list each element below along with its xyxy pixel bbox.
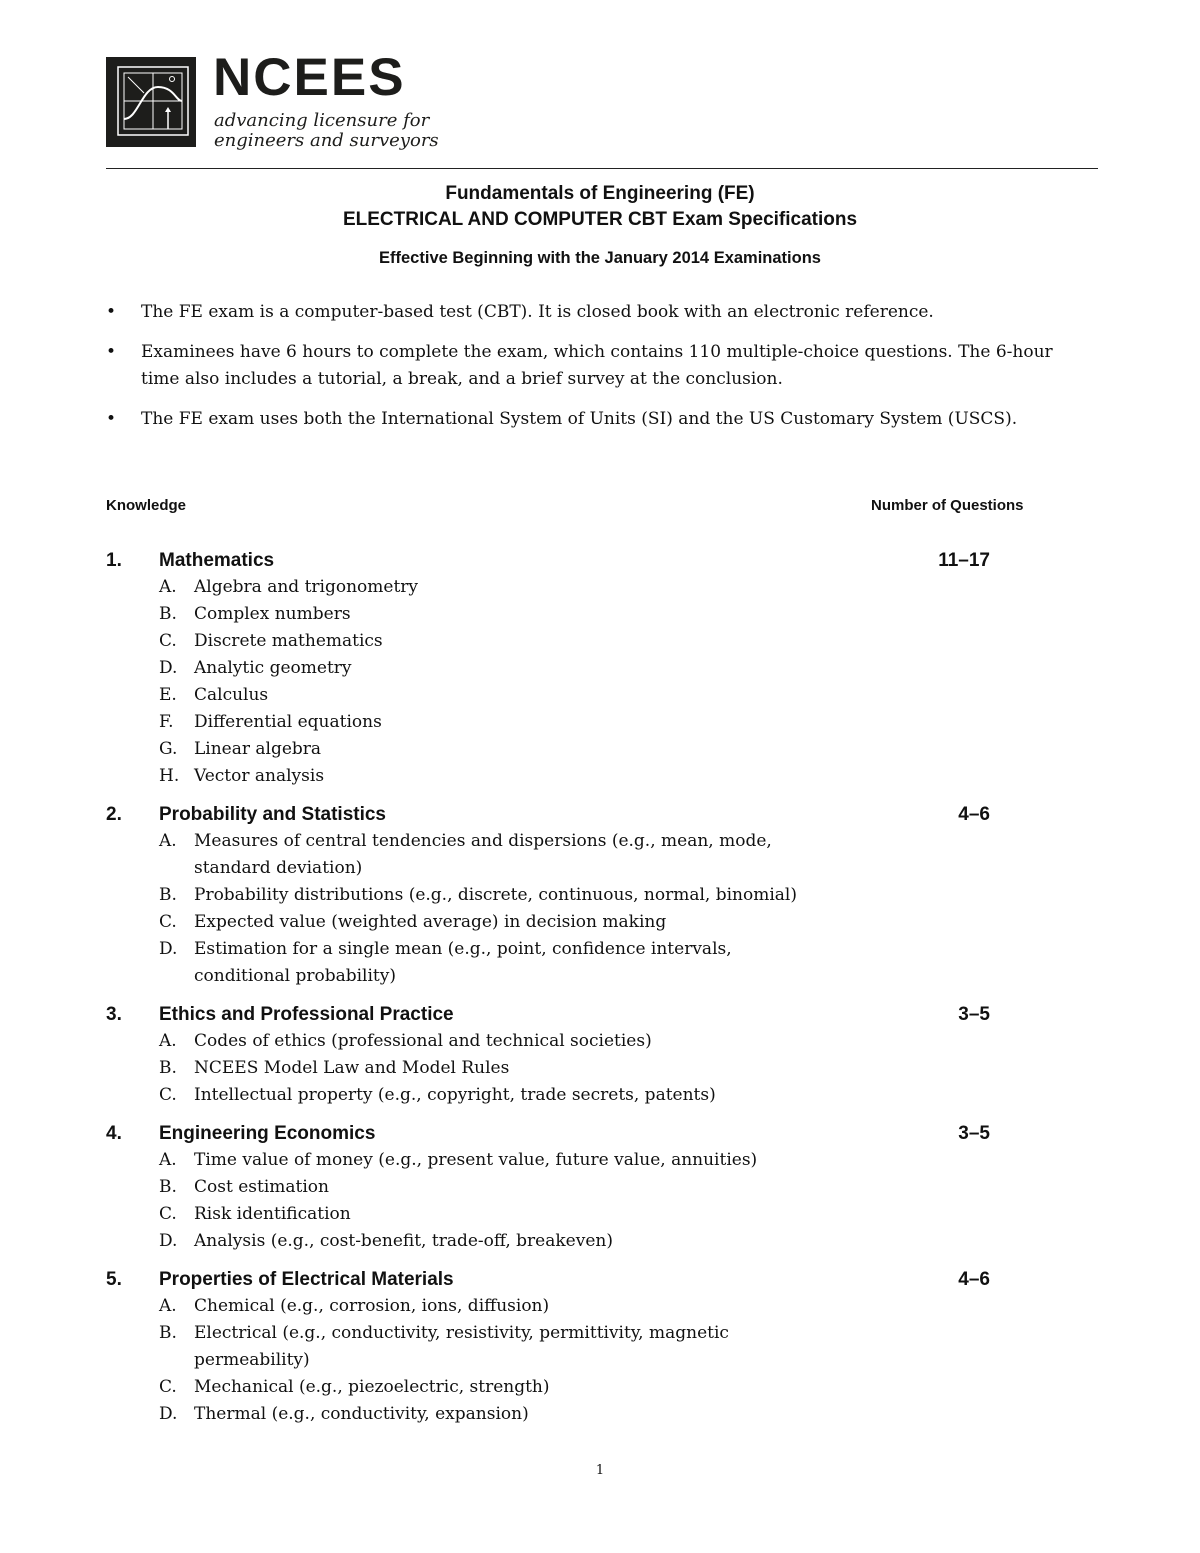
column-header-knowledge: Knowledge	[106, 497, 187, 514]
topic-item	[106, 1028, 1006, 1055]
topic-item	[106, 1201, 1006, 1228]
topic-item	[106, 655, 1006, 682]
knowledge-sections	[106, 547, 1006, 1439]
exam-info-item	[106, 339, 1066, 393]
topic-item	[106, 1147, 1006, 1174]
topic-text: Electrical (e.g., conductivity, resistivity, permittivity, magnetic permeability)	[194, 1323, 729, 1370]
topic-letter: C.	[159, 912, 177, 932]
knowledge-section	[106, 1266, 1006, 1428]
ncees-emblem-icon	[106, 57, 196, 147]
topic-letter: B.	[159, 604, 177, 624]
topic-text: Vector analysis	[194, 766, 325, 786]
logo-tagline-line-1: advancing licensure for	[214, 110, 430, 131]
topic-item	[106, 1320, 834, 1374]
topic-text: Measures of central tendencies and dispersions (e.g., mean, mode, standard deviation)	[194, 831, 772, 878]
section-question-count: 3–5	[958, 1123, 990, 1144]
section-title: Engineering Economics	[159, 1123, 376, 1144]
topic-letter: B.	[159, 1323, 177, 1343]
topic-text: Time value of money (e.g., present value, future value, annuities)	[194, 1150, 758, 1170]
topic-text: Mechanical (e.g., piezoelectric, strength)	[194, 1377, 550, 1397]
exam-info-item	[106, 299, 1066, 326]
topic-letter: A.	[159, 1150, 177, 1170]
topic-item	[106, 1174, 1006, 1201]
exam-info-item	[106, 406, 1066, 433]
topic-text: Expected value (weighted average) in decision making	[194, 912, 667, 932]
topic-text: Estimation for a single mean (e.g., point, confidence intervals, conditional probability)	[194, 939, 732, 986]
topic-item	[106, 882, 1006, 909]
topic-letter: H.	[159, 766, 180, 786]
bullet-icon: •	[106, 342, 117, 362]
knowledge-section	[106, 547, 1006, 790]
topic-letter: D.	[159, 1231, 178, 1251]
topic-text: Analytic geometry	[194, 658, 352, 678]
topic-item	[106, 1374, 1006, 1401]
topic-text: Intellectual property (e.g., copyright, trade secrets, patents)	[194, 1085, 716, 1105]
logo-tagline	[214, 111, 439, 151]
page-number: 1	[595, 1463, 605, 1478]
section-number: 5.	[106, 1269, 122, 1290]
knowledge-section	[106, 1001, 1006, 1109]
section-number: 1.	[106, 550, 122, 571]
header-divider	[106, 168, 1098, 169]
bullet-icon: •	[106, 409, 117, 429]
topic-letter: A.	[159, 831, 177, 851]
topic-letter: B.	[159, 1177, 177, 1197]
topic-text: Calculus	[194, 685, 269, 705]
logo-tagline-line-2: engineers and surveyors	[214, 130, 439, 151]
topic-item	[106, 601, 1006, 628]
topic-item	[106, 628, 1006, 655]
topic-letter: F.	[159, 712, 174, 732]
knowledge-section	[106, 1120, 1006, 1255]
section-number: 3.	[106, 1004, 122, 1025]
topic-text: Cost estimation	[194, 1177, 329, 1197]
section-title: Ethics and Professional Practice	[159, 1004, 454, 1025]
exam-info-text: The FE exam uses both the International System of Units (SI) and the US Customary System (USCS).	[141, 409, 1018, 429]
section-heading	[106, 547, 1006, 574]
exam-info-list	[106, 299, 1066, 446]
ncees-logo	[106, 48, 439, 151]
topic-letter: B.	[159, 885, 177, 905]
exam-info-text: The FE exam is a computer-based test (CBT). It is closed book with an electronic reference.	[141, 302, 934, 322]
topic-letter: C.	[159, 1204, 177, 1224]
topic-letter: D.	[159, 939, 178, 959]
section-number: 2.	[106, 804, 122, 825]
topic-text: NCEES Model Law and Model Rules	[194, 1058, 510, 1078]
topic-text: Linear algebra	[194, 739, 322, 759]
section-title: Mathematics	[159, 550, 275, 571]
section-question-count: 4–6	[958, 1269, 990, 1290]
topic-text: Discrete mathematics	[194, 631, 383, 651]
logo-wordmark: NCEES	[213, 48, 406, 107]
topic-letter: C.	[159, 1377, 177, 1397]
topic-item	[106, 709, 1006, 736]
topic-item	[106, 1082, 1006, 1109]
topic-text: Chemical (e.g., corrosion, ions, diffusion)	[194, 1296, 550, 1316]
topic-item	[106, 1401, 1006, 1428]
section-heading	[106, 801, 1006, 828]
topic-item	[106, 574, 1006, 601]
document-subtitle: ELECTRICAL AND COMPUTER CBT Exam Specifications	[342, 209, 858, 230]
exam-info-text: Examinees have 6 hours to complete the exam, which contains 110 multiple-choice questions. The 6-hour time also includes a tutorial, a break, and a brief survey at the conclusion.	[141, 342, 1053, 389]
topic-letter: A.	[159, 1296, 177, 1316]
section-question-count: 3–5	[958, 1004, 990, 1025]
topic-item	[106, 1055, 1006, 1082]
topic-letter: D.	[159, 1404, 178, 1424]
topic-letter: G.	[159, 739, 178, 759]
section-heading	[106, 1001, 1006, 1028]
topic-item	[106, 936, 822, 990]
topic-item	[106, 909, 1006, 936]
topic-item	[106, 763, 1006, 790]
section-question-count: 11–17	[938, 550, 990, 571]
topic-item	[106, 1293, 1006, 1320]
topic-item	[106, 828, 842, 882]
topic-letter: A.	[159, 1031, 177, 1051]
topic-text: Analysis (e.g., cost-benefit, trade-off, breakeven)	[194, 1231, 613, 1251]
topic-letter: A.	[159, 577, 177, 597]
topic-text: Complex numbers	[194, 604, 351, 624]
effective-date: Effective Beginning with the January 2014 Examinations	[379, 249, 821, 267]
column-header-questions: Number of Questions	[871, 497, 1024, 514]
topic-letter: D.	[159, 658, 178, 678]
bullet-icon: •	[106, 302, 117, 322]
section-heading	[106, 1266, 1006, 1293]
section-heading	[106, 1120, 1006, 1147]
topic-text: Probability distributions (e.g., discrete, continuous, normal, binomial)	[194, 885, 798, 905]
topic-letter: C.	[159, 631, 177, 651]
document-title: Fundamentals of Engineering (FE)	[445, 183, 755, 204]
topic-text: Thermal (e.g., conductivity, expansion)	[194, 1404, 529, 1424]
section-title: Properties of Electrical Materials	[159, 1269, 454, 1290]
knowledge-section	[106, 801, 1006, 990]
topic-letter: B.	[159, 1058, 177, 1078]
section-number: 4.	[106, 1123, 122, 1144]
topic-letter: E.	[159, 685, 177, 705]
topic-text: Algebra and trigonometry	[194, 577, 419, 597]
topic-item	[106, 736, 1006, 763]
section-title: Probability and Statistics	[159, 804, 386, 825]
topic-text: Risk identification	[194, 1204, 351, 1224]
topic-letter: C.	[159, 1085, 177, 1105]
topic-item	[106, 682, 1006, 709]
topic-item	[106, 1228, 1006, 1255]
topic-text: Codes of ethics (professional and technical societies)	[194, 1031, 652, 1051]
section-question-count: 4–6	[958, 804, 990, 825]
topic-text: Differential equations	[194, 712, 382, 732]
